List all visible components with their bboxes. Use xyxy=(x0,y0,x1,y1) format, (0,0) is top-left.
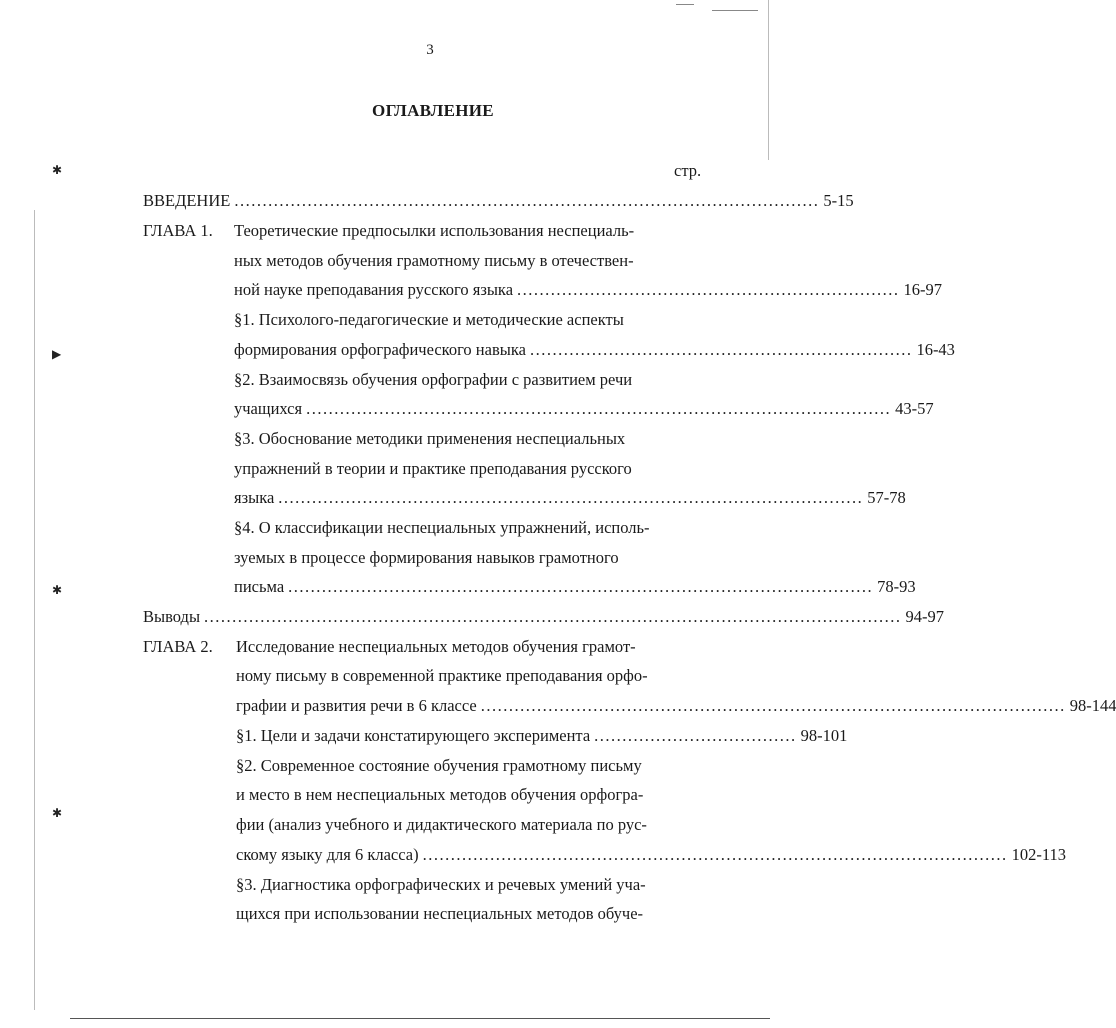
toc-entry-ch2-sec2[interactable] xyxy=(236,844,1066,866)
page-number: 3 xyxy=(426,42,434,58)
dot-leader: .................................................................... xyxy=(529,340,913,359)
toc-entry-chapter2[interactable] xyxy=(236,695,1116,717)
toc-entry-label: графии и развития речи в 6 классе xyxy=(236,696,477,715)
toc-entry-pages: 102-113 xyxy=(1011,845,1066,864)
toc-entry-pages: 16-43 xyxy=(916,340,955,359)
toc-entry-ch1-sec4[interactable] xyxy=(234,576,916,598)
chapter2-title-line[interactable]: Исследование неспециальных методов обучения грамот- xyxy=(236,637,636,656)
scan-edge-line xyxy=(34,210,35,1010)
toc-entry-label: письма xyxy=(234,577,285,596)
toc-entry-label: ВВЕДЕНИЕ xyxy=(143,191,231,210)
dot-leader: .................................................................... xyxy=(517,280,900,299)
toc-entry-pages: 78-93 xyxy=(877,577,916,596)
toc-entry-chapter1[interactable] xyxy=(234,279,943,301)
toc-entry-label: учащихся xyxy=(234,399,303,418)
chapter1-title-line[interactable]: ных методов обучения грамотному письму в отечествен- xyxy=(234,251,634,270)
toc-entry-conclusions[interactable] xyxy=(143,606,945,628)
toc-entry-intro[interactable] xyxy=(143,190,854,212)
dot-leader: ........................................................................................................ xyxy=(306,399,892,418)
toc-entry-pages: 98-144 xyxy=(1069,696,1116,715)
toc-entry-ch2-sec1[interactable] xyxy=(236,725,848,747)
scan-top-mark xyxy=(712,10,758,11)
section-line[interactable]: зуемых в процессе формирования навыков грамотного xyxy=(234,548,619,567)
dot-leader: ........................................................................................................ xyxy=(278,488,864,507)
scan-mark-icon: ✱ xyxy=(52,806,63,820)
toc-entry-ch1-sec2[interactable] xyxy=(234,398,934,420)
dot-leader: ........................................................................................................ xyxy=(234,191,820,210)
dot-leader: ........................................................................................................ xyxy=(422,845,1008,864)
toc-entry-label: формирования орфографического навыка xyxy=(234,340,526,359)
scan-edge-line xyxy=(768,0,769,160)
toc-entry-label: скому языку для 6 класса) xyxy=(236,845,419,864)
chapter1-label: ГЛАВА 1. xyxy=(143,221,213,240)
section-line[interactable]: §4. О классификации неспециальных упражнений, исполь- xyxy=(234,518,650,537)
chapter1-title-line[interactable]: Теоретические предпосылки использования неспециаль- xyxy=(234,221,635,240)
chapter2-title-line[interactable]: ному письму в современной практике преподавания орфо- xyxy=(236,666,648,685)
dot-leader: .................................... xyxy=(594,726,797,745)
toc-entry-label: ной науке преподавания русского языка xyxy=(234,280,514,299)
scan-mark-icon: ✱ xyxy=(52,583,63,597)
toc-entry-pages: 94-97 xyxy=(905,607,945,626)
chapter2-label: ГЛАВА 2. xyxy=(143,637,213,656)
dot-leader: ........................................................................................................ xyxy=(288,577,874,596)
section-line[interactable]: §2. Современное состояние обучения грамотному письму xyxy=(236,756,642,775)
scan-bottom-line xyxy=(70,1018,770,1019)
toc-entry-label: Выводы xyxy=(143,607,201,626)
section-line[interactable]: §1. Психолого-педагогические и методические аспекты xyxy=(234,310,624,329)
section-line[interactable]: §2. Взаимосвязь обучения орфографии с развитием речи xyxy=(234,370,633,389)
scan-mark-icon: ▶ xyxy=(52,347,62,361)
pages-column-header: стр. xyxy=(674,161,702,180)
toc-entry-label: §1. Цели и задачи констатирующего эксперимента xyxy=(236,726,591,745)
toc-entry-pages: 16-97 xyxy=(903,280,943,299)
scan-mark-icon: ✱ xyxy=(52,163,63,177)
toc-entry-pages: 43-57 xyxy=(895,399,934,418)
section-line[interactable]: упражнений в теории и практике преподавания русского xyxy=(234,459,632,478)
dot-leader: ............................................................................................................................ xyxy=(204,607,902,626)
page-title: ОГЛАВЛЕНИЕ xyxy=(372,101,494,120)
section-line[interactable]: §3. Диагностика орфографических и речевых умений уча- xyxy=(236,875,646,894)
toc-entry-pages: 98-101 xyxy=(800,726,848,745)
scan-top-mark xyxy=(676,4,694,5)
toc-entry-pages: 57-78 xyxy=(867,488,906,507)
toc-entry-pages: 5-15 xyxy=(823,191,854,210)
toc-entry-ch1-sec3[interactable] xyxy=(234,487,906,509)
toc-entry-ch1-sec1[interactable] xyxy=(234,339,955,361)
section-line[interactable]: щихся при использовании неспециальных методов обуче- xyxy=(236,904,644,923)
toc-entry-label: языка xyxy=(234,488,275,507)
dot-leader: ........................................................................................................ xyxy=(480,696,1066,715)
section-line[interactable]: и место в нем неспециальных методов обучения орфогра- xyxy=(236,785,644,804)
section-line[interactable]: §3. Обоснование методики применения неспециальных xyxy=(234,429,626,448)
section-line[interactable]: фии (анализ учебного и дидактического материала по рус- xyxy=(236,815,647,834)
